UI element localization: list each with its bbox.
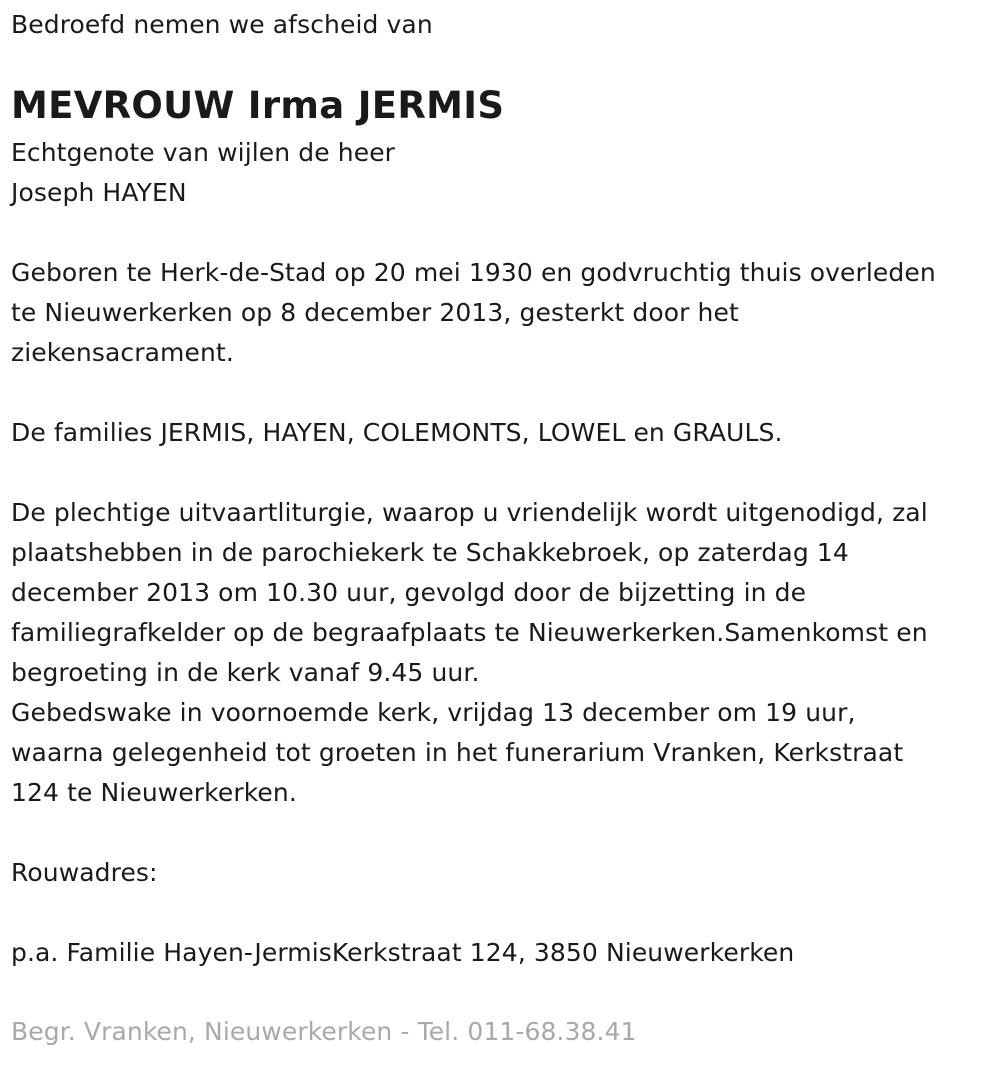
- paragraph-line: 124 te Nieuwerkerken.: [11, 778, 297, 807]
- spouse-line-1: Echtgenote van wijlen de heer: [11, 138, 396, 167]
- address-label: Rouwadres:: [11, 858, 158, 887]
- funeral-home-footer: Begr. Vranken, Nieuwerkerken - Tel. 011-68.38.41: [11, 1017, 637, 1046]
- birth-death-paragraph: [11, 253, 996, 373]
- paragraph-line: ziekensacrament.: [11, 338, 234, 367]
- families-line: De families JERMIS, HAYEN, COLEMONTS, LOWEL en GRAULS.: [11, 418, 783, 447]
- paragraph-line: plaatshebben in de parochiekerk te Schakkebroek, op zaterdag 14: [11, 538, 849, 567]
- paragraph-line: begroeting in de kerk vanaf 9.45 uur.: [11, 658, 480, 687]
- paragraph-line: waarna gelegenheid tot groeten in het funerarium Vranken, Kerkstraat: [11, 738, 904, 767]
- paragraph-line: te Nieuwerkerken op 8 december 2013, gesterkt door het: [11, 298, 739, 327]
- paragraph-line: Geboren te Herk-de-Stad op 20 mei 1930 en godvruchtig thuis overleden: [11, 258, 936, 287]
- spouse-line-2: Joseph HAYEN: [11, 178, 187, 207]
- paragraph-line: familiegrafkelder op de begraafplaats te Nieuwerkerken.Samenkomst en: [11, 618, 928, 647]
- paragraph-line: Gebedswake in voornoemde kerk, vrijdag 13 december om 19 uur,: [11, 698, 856, 727]
- paragraph-line: december 2013 om 10.30 uur, gevolgd door de bijzetting in de: [11, 578, 807, 607]
- intro-text: Bedroefd nemen we afscheid van: [11, 10, 433, 39]
- mourning-address: p.a. Familie Hayen-JermisKerkstraat 124, 3850 Nieuwerkerken: [11, 938, 795, 967]
- deceased-name: MEVROUW Irma JERMIS: [11, 84, 505, 127]
- paragraph-line: De plechtige uitvaartliturgie, waarop u vriendelijk wordt uitgenodigd, zal: [11, 498, 928, 527]
- ceremony-paragraph: [11, 493, 996, 813]
